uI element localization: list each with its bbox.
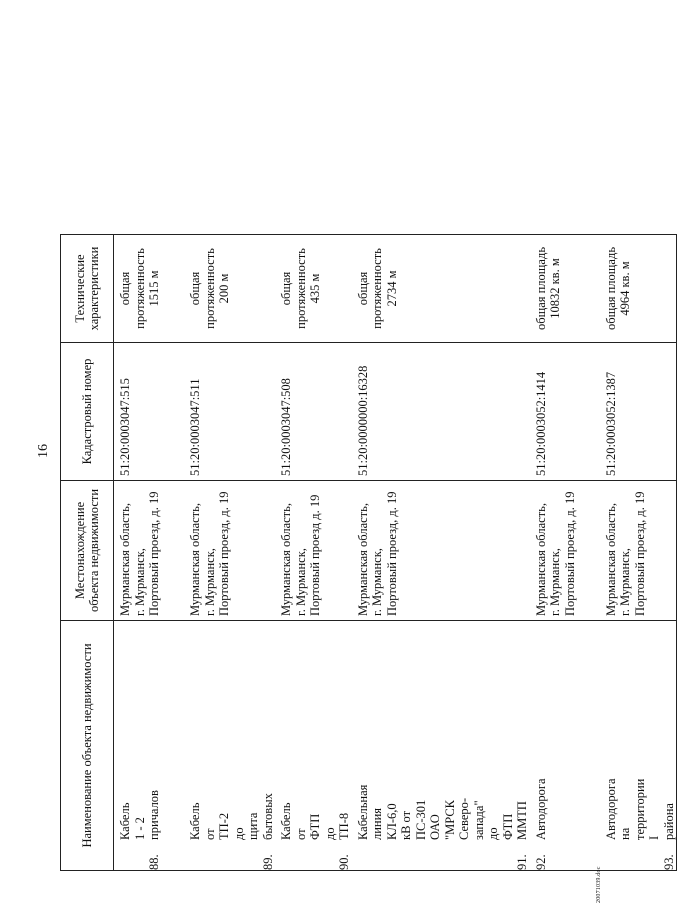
tech-cell	[352, 235, 530, 343]
location-cell	[184, 481, 275, 621]
tech-cell	[275, 235, 352, 343]
table-row	[530, 235, 600, 871]
location-cell	[530, 481, 600, 621]
cadastral-cell: 51:20:0003047:515	[114, 343, 185, 481]
header-location: Местонахождение объекта недвижимости	[61, 481, 114, 621]
tech-cell	[530, 235, 600, 343]
object-tech: общая площадь 4964 кв. м	[603, 246, 632, 331]
location-cell	[600, 481, 677, 621]
object-name: Автодорога	[533, 778, 548, 840]
object-location: Мурманская область, г. Мурманск, Портовый проезд, д. 19	[355, 491, 399, 616]
object-name: Кабельная линия КЛ-6,0 кВ от ПС-301 ОАО "МРСК Северо-запада" до ФТП ММТП	[355, 784, 529, 840]
row-number: 91.	[515, 854, 529, 870]
object-location: Мурманская область, г. Мурманск, Портовый проезд д. 19	[279, 494, 322, 616]
name-cell	[352, 621, 530, 871]
row-number: 89.	[260, 854, 275, 870]
cadastral-cell: 51:20:0003052:1387	[600, 343, 677, 481]
object-tech: общая протяженность 200 м	[188, 248, 231, 329]
cadastral-cell: 51:20:0003047:511	[184, 343, 275, 481]
header-cadastral: Кадастровый номер	[61, 343, 114, 481]
name-cell	[600, 621, 677, 871]
table-row	[352, 235, 530, 871]
tech-cell	[114, 235, 185, 343]
name-cell	[530, 621, 600, 871]
cadastral-cell: 51:20:0003047:508	[275, 343, 352, 481]
tech-cell	[600, 235, 677, 343]
header-name: Наименование объекта недвижимости	[61, 621, 114, 871]
row-number: 88.	[147, 854, 161, 870]
object-name: Кабель от ТП-2 до щита бытовых	[188, 793, 275, 840]
table-row	[600, 235, 677, 871]
cadastral-cell: 51:20:0003052:1414	[530, 343, 600, 481]
page-number: 16	[36, 444, 51, 458]
row-number: 90.	[337, 854, 351, 870]
object-location: Мурманская область, г. Мурманск, Портовый проезд, д. 19	[118, 491, 161, 616]
location-cell	[275, 481, 352, 621]
name-cell	[275, 621, 352, 871]
name-cell	[184, 621, 275, 871]
object-tech: общая протяженность 1515 м	[118, 248, 161, 329]
location-cell	[114, 481, 185, 621]
object-name: Автодорога на территории I района	[603, 778, 676, 840]
object-tech: общая протяженность 2734 м	[355, 248, 399, 329]
object-name: Кабель от ФТП до ТП-8	[279, 802, 351, 840]
row-number: 93.	[661, 854, 676, 870]
cadastral-cell: 51:20:0000000:16328	[352, 343, 530, 481]
object-tech: общая площадь 10832 кв. м	[533, 246, 562, 331]
table-row	[114, 235, 185, 871]
object-tech: общая протяженность 435 м	[279, 248, 322, 329]
header-tech: Технические характеристики	[61, 235, 114, 343]
object-name: Кабель 1 - 2 причалов	[118, 790, 161, 840]
row-number: 92.	[533, 854, 548, 870]
property-table	[60, 234, 677, 871]
table-row	[275, 235, 352, 871]
table-header-row	[61, 235, 114, 871]
object-location: Мурманская область, г. Мурманск, Портовый проезд, д. 19	[603, 491, 647, 616]
name-cell	[114, 621, 185, 871]
tech-cell	[184, 235, 275, 343]
table-row	[184, 235, 275, 871]
object-location: Мурманская область, г. Мурманск, Портовый проезд, д. 19	[533, 491, 577, 616]
doc-id: 20071039.doc	[596, 866, 602, 903]
location-cell	[352, 481, 530, 621]
object-location: Мурманская область, г. Мурманск, Портовый проезд, д. 19	[188, 491, 231, 616]
